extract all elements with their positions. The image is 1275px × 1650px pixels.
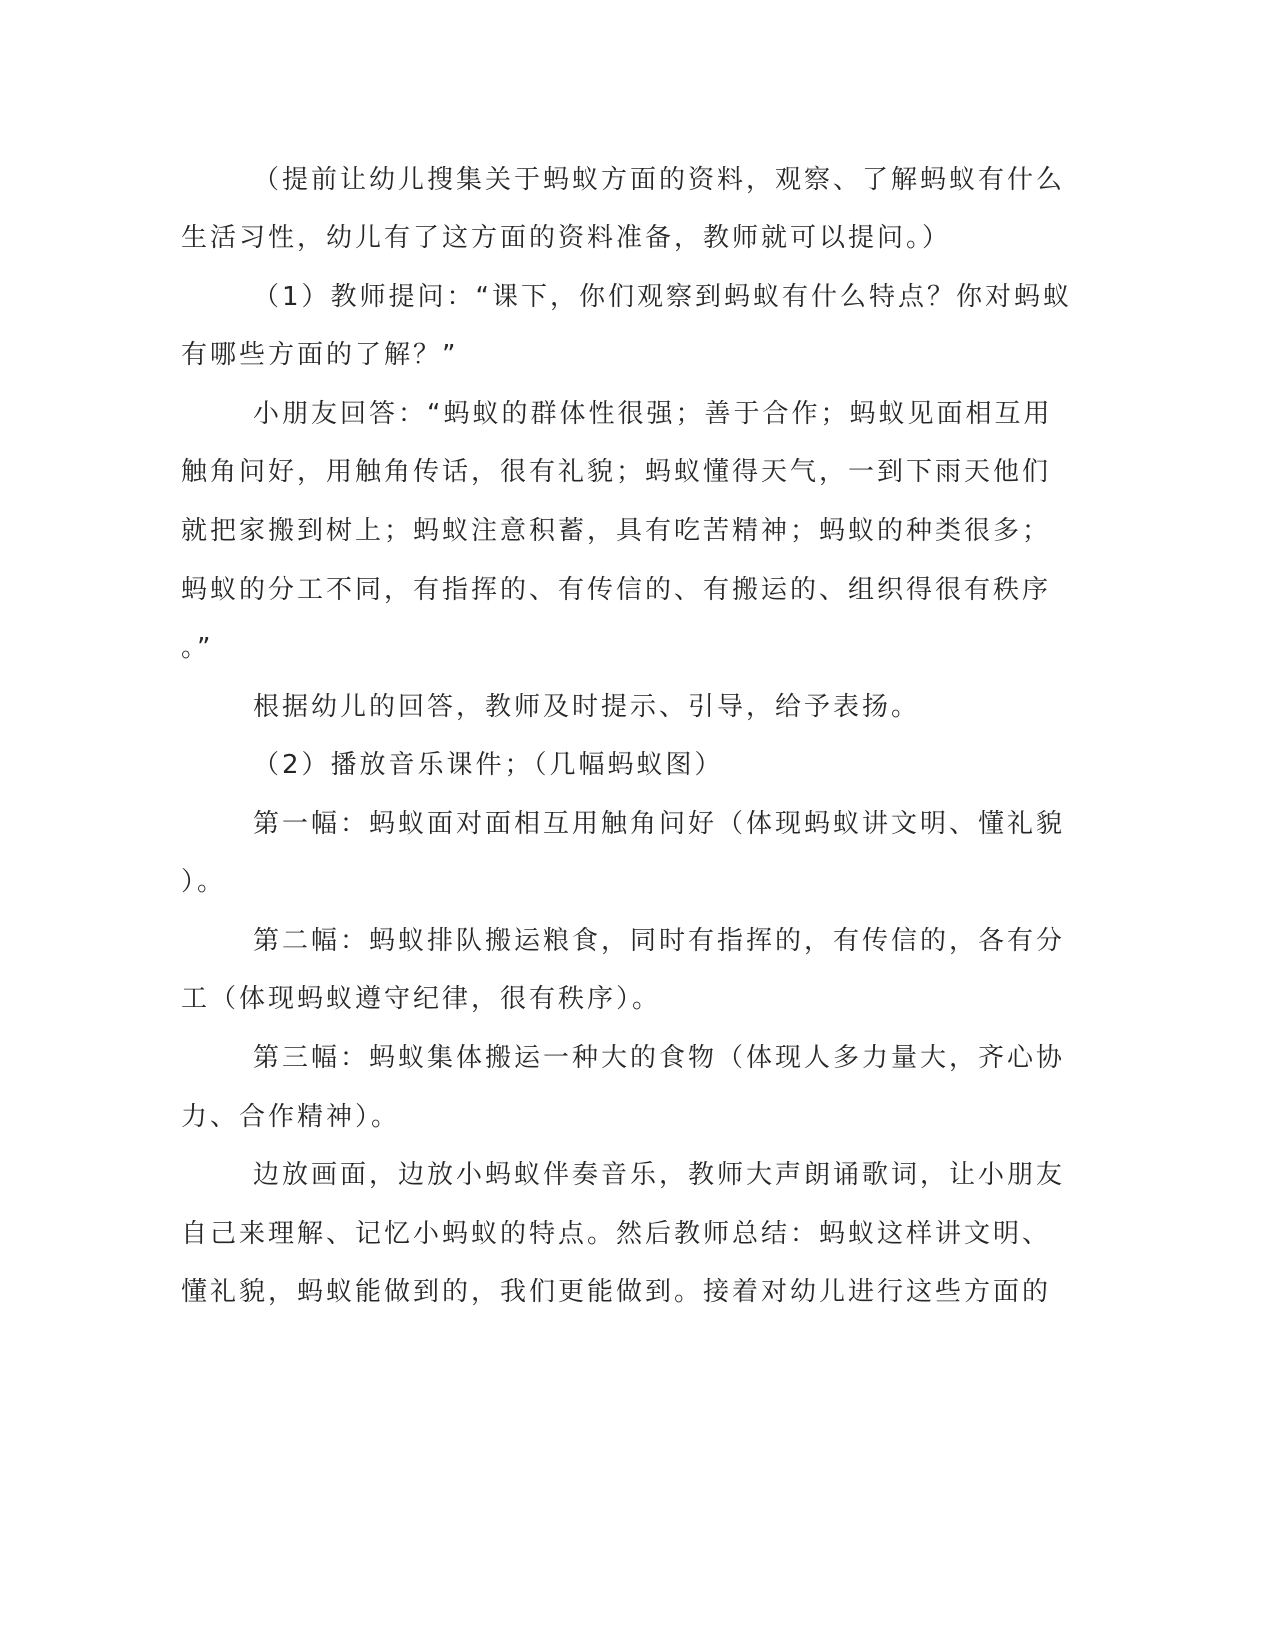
paragraph-answer-line-4: 蚂蚁的分工不同，有指挥的、有传信的、有搬运的、组织得很有秩序	[181, 575, 1052, 605]
paragraph-prep-line-2: 生活习性，幼儿有了这方面的资料准备，教师就可以提问。）	[181, 223, 952, 253]
paragraph-picture-3-line-1: 第三幅：蚂蚁集体搬运一种大的食物（体现人多力量大，齐心协	[253, 1043, 1066, 1073]
paragraph-picture-2-line-2: 工（体现蚂蚁遵守纪律，很有秩序）。	[181, 984, 662, 1014]
paragraph-courseware: （2）播放音乐课件；（几幅蚂蚁图）	[253, 750, 724, 780]
paragraph-prep-line-1: （提前让幼儿搜集关于蚂蚁方面的资料，观察、了解蚂蚁有什么	[253, 165, 1066, 195]
paragraph-answer-line-5: 。”	[181, 633, 214, 663]
paragraph-praise: 根据幼儿的回答，教师及时提示、引导，给予表扬。	[253, 692, 921, 722]
paragraph-picture-2-line-1: 第二幅：蚂蚁排队搬运粮食，同时有指挥的，有传信的，各有分	[253, 926, 1066, 956]
paragraph-summary-line-1: 边放画面，边放小蚂蚁伴奏音乐，教师大声朗诵歌词，让小朋友	[253, 1160, 1066, 1190]
paragraph-answer-line-2: 触角问好，用触角传话，很有礼貌；蚂蚁懂得天气，一到下雨天他们	[181, 457, 1052, 487]
paragraph-question-line-2: 有哪些方面的了解？”	[181, 340, 459, 370]
paragraph-picture-1-line-1: 第一幅：蚂蚁面对面相互用触角问好（体现蚂蚁讲文明、懂礼貌	[253, 809, 1066, 839]
paragraph-answer-line-3: 就把家搬到树上；蚂蚁注意积蓄，具有吃苦精神；蚂蚁的种类很多；	[181, 516, 1052, 546]
paragraph-summary-line-3: 懂礼貌，蚂蚁能做到的，我们更能做到。接着对幼儿进行这些方面的	[181, 1277, 1052, 1307]
paragraph-picture-3-line-2: 力、合作精神）。	[181, 1102, 401, 1132]
paragraph-answer-line-1: 小朋友回答：“蚂蚁的群体性很强；善于合作；蚂蚁见面相互用	[253, 399, 1053, 429]
paragraph-question-line-1: （1）教师提问：“课下，你们观察到蚂蚁有什么特点？你对蚂蚁	[253, 282, 1073, 312]
paragraph-summary-line-2: 自己来理解、记忆小蚂蚁的特点。然后教师总结：蚂蚁这样讲文明、	[181, 1219, 1052, 1249]
paragraph-picture-1-line-2: ）。	[181, 867, 227, 897]
